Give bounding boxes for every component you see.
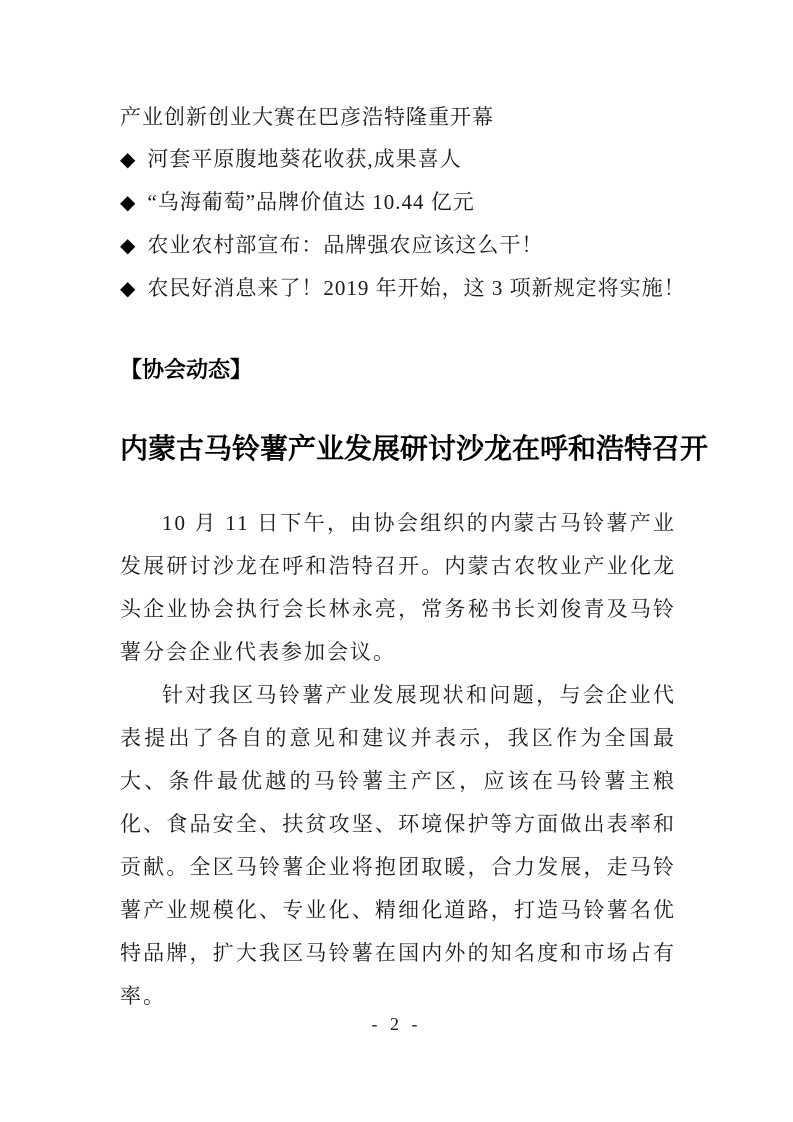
news-item-text: “乌海葡萄”品牌价值达 10.44 亿元 bbox=[147, 190, 475, 214]
section-header: 【协会动态】 bbox=[120, 357, 253, 382]
page-number: - 2 - bbox=[371, 1014, 422, 1034]
news-item bbox=[120, 224, 676, 267]
diamond-bullet-icon: ◆ bbox=[120, 235, 137, 257]
news-item-continued-line: 产业创新创业大赛在巴彦浩特隆重开幕 bbox=[120, 105, 494, 129]
news-item bbox=[120, 138, 676, 181]
article-title: 内蒙古马铃薯产业发展研讨沙龙在呼和浩特召开 bbox=[120, 434, 709, 465]
news-item bbox=[120, 181, 676, 224]
article-paragraph: 针对我区马铃薯产业发展现状和问题，与会企业代表提出了各自的意见和建议并表示，我区作为全国最大、条件最优越的马铃薯主产区，应该在马铃薯主粮化、食品安全、扶贫攻坚、环境保护等方面做出表率和贡献。全区马铃薯企业将抱团取暖，合力发展，走马铃薯产业规模化、专业化、精细化道路，打造马铃薯名优特品牌，扩大我区马铃薯在国内外的知名度和市场占有率。 bbox=[120, 683, 676, 1008]
news-item bbox=[120, 267, 686, 310]
news-item-text: 农民好消息来了！2019 年开始，这 3 项新规定将实施！ bbox=[147, 276, 686, 300]
news-item-text: 河套平原腹地葵花收获,成果喜人 bbox=[147, 147, 462, 171]
diamond-bullet-icon: ◆ bbox=[120, 278, 137, 300]
article-paragraph: 10 月 11 日下午，由协会组织的内蒙古马铃薯产业发展研讨沙龙在呼和浩特召开。内蒙古农牧业产业化龙头企业协会执行会长林永亮，常务秘书长刘俊青及马铃薯分会企业代表参加会议。 bbox=[120, 511, 676, 664]
diamond-bullet-icon: ◆ bbox=[120, 192, 137, 214]
diamond-bullet-icon: ◆ bbox=[120, 149, 137, 171]
news-item-text: 农业农村部宣布：品牌强农应该这么干！ bbox=[147, 233, 544, 257]
article-body bbox=[120, 502, 676, 1018]
news-digest-list bbox=[120, 96, 686, 310]
